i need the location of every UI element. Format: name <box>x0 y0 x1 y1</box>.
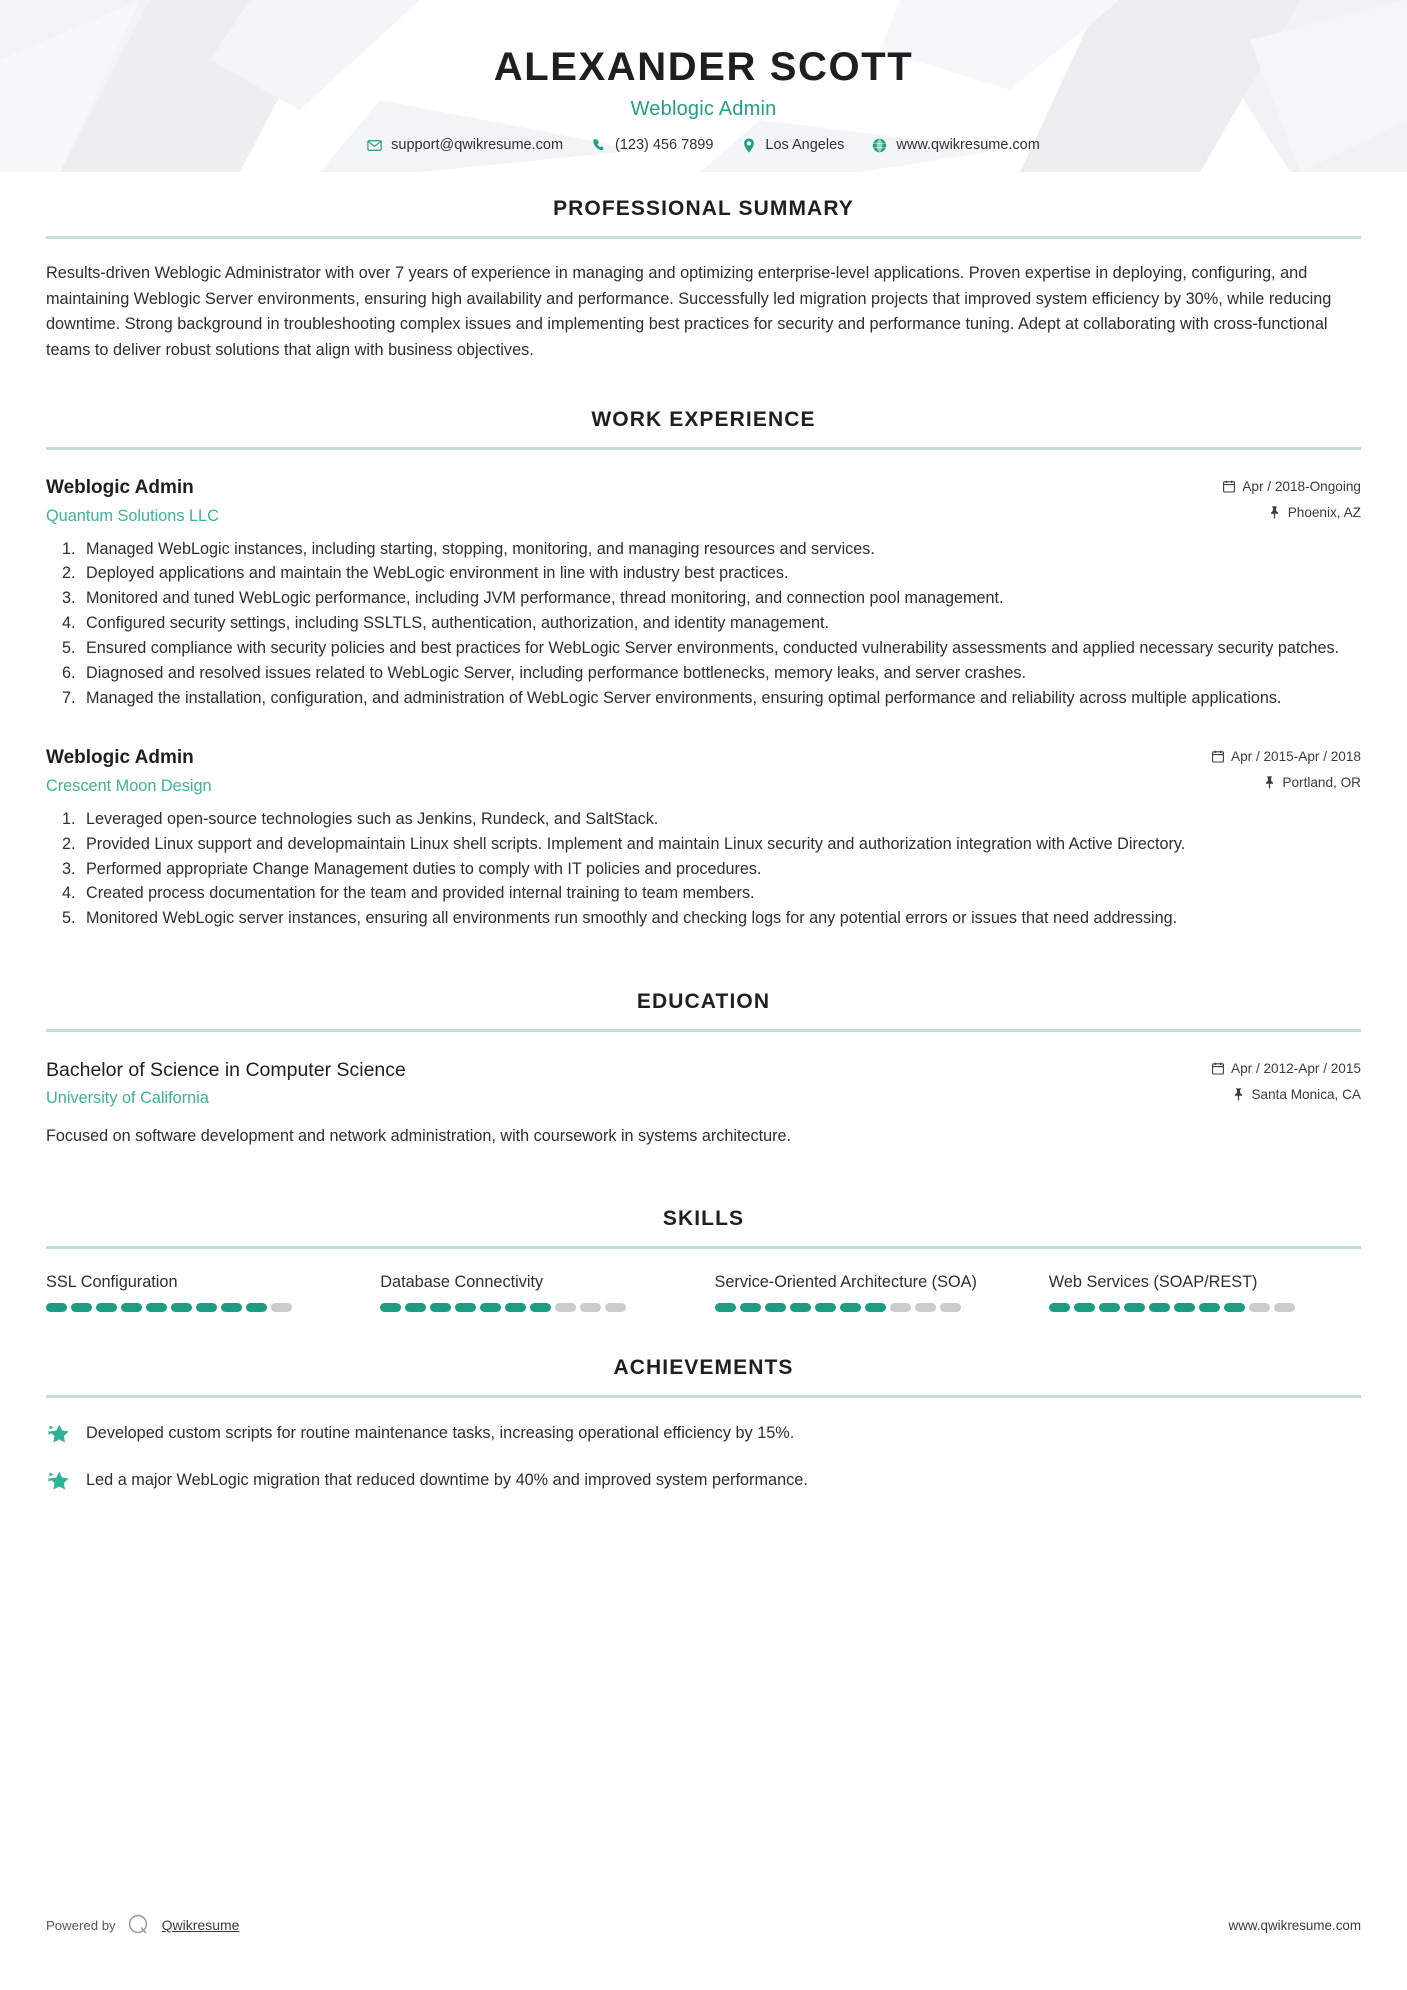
contact-email-text: support@qwikresume.com <box>391 137 564 153</box>
section-divider <box>46 1246 1361 1249</box>
skill-pip <box>865 1303 886 1312</box>
list-item: 5. Ensured compliance with security policies and best practices for WebLogic Server environments, conducted vulnerability assessments and applied necessary security patches. <box>80 637 1361 661</box>
section-skills <box>0 1207 1407 1312</box>
skill-pip <box>915 1303 936 1312</box>
education-dates-text: Apr / 2012-Apr / 2015 <box>1231 1061 1361 1077</box>
skill-pip <box>171 1303 192 1312</box>
education-location-text: Santa Monica, CA <box>1251 1087 1361 1103</box>
skill-level-meter <box>1049 1303 1361 1312</box>
skill-item <box>380 1271 692 1312</box>
list-item: 7. Managed the installation, configuration, and administration of WebLogic Server environments, ensuring optimal performance and reliability across multiple applications. <box>80 687 1361 711</box>
achievement-text: Led a major WebLogic migration that reduced downtime by 40% and improved system performance. <box>86 1470 808 1489</box>
experience-company: Crescent Moon Design <box>46 777 212 795</box>
education-institution: University of California <box>46 1089 209 1108</box>
skill-pip <box>96 1303 117 1312</box>
skill-pip <box>1224 1303 1245 1312</box>
experience-location <box>1223 505 1361 520</box>
skill-pip <box>1124 1303 1145 1312</box>
experience-bullet-list <box>46 808 1361 931</box>
skills-grid <box>46 1271 1361 1312</box>
list-item: 3. Performed appropriate Change Management duties to comply with IT policies and procedures. <box>80 858 1361 882</box>
calendar-icon <box>1223 480 1235 493</box>
skill-pip <box>715 1303 736 1312</box>
skill-level-meter <box>380 1303 692 1312</box>
skill-level-meter <box>46 1303 358 1312</box>
phone-icon <box>591 138 606 153</box>
skill-pip <box>530 1303 551 1312</box>
skill-item <box>46 1271 358 1312</box>
skill-pip <box>380 1303 401 1312</box>
skill-pip <box>605 1303 626 1312</box>
section-work-experience <box>0 408 1407 931</box>
skill-pip <box>740 1303 761 1312</box>
experience-dates-text: Apr / 2018-Ongoing <box>1242 478 1361 494</box>
list-item: 1. Managed WebLogic instances, including starting, stopping, monitoring, and managing resources and services. <box>80 538 1361 562</box>
section-achievements <box>0 1356 1407 1494</box>
skill-pip <box>1049 1303 1070 1312</box>
skill-pip <box>146 1303 167 1312</box>
skill-pip <box>246 1303 267 1312</box>
experience-location-text: Portland, OR <box>1282 775 1361 791</box>
skill-level-meter <box>715 1303 1027 1312</box>
skill-pip <box>555 1303 576 1312</box>
experience-job-title: Weblogic Admin <box>46 747 194 769</box>
skill-pip <box>505 1303 526 1312</box>
star-icon <box>46 1468 72 1494</box>
powered-by-block <box>46 1912 239 1938</box>
list-item: 6. Diagnosed and resolved issues related to WebLogic Server, including performance bottlenecks, memory leaks, and server crashes. <box>80 662 1361 686</box>
skill-pip <box>46 1303 67 1312</box>
section-education <box>0 990 1407 1149</box>
skill-pip <box>1149 1303 1170 1312</box>
skill-label: SSL Configuration <box>46 1272 178 1291</box>
contact-location-text: Los Angeles <box>765 137 845 153</box>
experience-entry-header <box>46 746 1361 796</box>
skill-pip <box>765 1303 786 1312</box>
skill-label: Database Connectivity <box>380 1272 544 1291</box>
skill-pip <box>580 1303 601 1312</box>
skill-pip <box>121 1303 142 1312</box>
star-icon <box>46 1421 72 1447</box>
footer-website-url: www.qwikresume.com <box>1228 1917 1361 1933</box>
experience-entry <box>46 746 1361 931</box>
skill-pip <box>1274 1303 1295 1312</box>
pushpin-icon <box>1269 506 1281 519</box>
section-divider <box>46 236 1361 239</box>
calendar-icon <box>1212 1062 1224 1075</box>
contact-phone-text: (123) 456 7899 <box>615 137 714 153</box>
list-item: 2. Provided Linux support and developmaintain Linux shell scripts. Implement and maintain Linux security and authorization integration with Active Directory. <box>80 833 1361 857</box>
experience-dates <box>1223 479 1361 494</box>
qwikresume-link[interactable]: Qwikresume <box>161 1917 240 1933</box>
list-item: 3. Monitored and tuned WebLogic performance, including JVM performance, thread monitoring, and connection pool management. <box>80 587 1361 611</box>
experience-entry <box>46 476 1361 710</box>
section-divider <box>46 1029 1361 1032</box>
section-title-achievements: ACHIEVEMENTS <box>613 1355 794 1379</box>
summary-paragraph: Results-driven Weblogic Administrator with over 7 years of experience in managing and optimizing enterprise-level applications. Proven expertise in deploying, configuring, and maintaining Weblogic Server environments, ensuring high availability and performance. Successfully led migration projects that improved system efficiency by 30%, while reducing downtime. Strong background in troubleshooting complex issues and implementing best practices for security and performance tuning. Adept at collaborating with cross-functional teams to deliver robust solutions that align with business objectives. <box>46 264 1332 360</box>
map-pin-icon <box>741 138 756 153</box>
achievement-item <box>46 1467 1361 1494</box>
resume-header <box>0 0 1407 153</box>
experience-job-title: Weblogic Admin <box>46 476 194 498</box>
achievement-text: Developed custom scripts for routine maintenance tasks, increasing operational efficiency by 15%. <box>86 1423 795 1442</box>
skill-pip <box>221 1303 242 1312</box>
skill-item <box>1049 1271 1361 1312</box>
section-divider <box>46 1395 1361 1398</box>
list-item: 4. Created process documentation for the team and provided internal training to team members. <box>80 882 1361 906</box>
skill-item <box>715 1271 1027 1312</box>
contact-location[interactable] <box>727 137 858 153</box>
skill-pip <box>455 1303 476 1312</box>
list-item: 1. Leveraged open-source technologies such as Jenkins, Rundeck, and SaltStack. <box>80 808 1361 832</box>
section-title-skills: SKILLS <box>662 1206 745 1230</box>
page-footer <box>46 1912 1361 1938</box>
education-degree: Bachelor of Science in Computer Science <box>46 1059 406 1082</box>
experience-dates <box>1212 749 1361 764</box>
skill-pip <box>480 1303 501 1312</box>
page-title: ALEXANDER SCOTT <box>493 45 914 89</box>
education-entry-header <box>46 1058 1361 1108</box>
skill-pip <box>430 1303 451 1312</box>
skill-pip <box>790 1303 811 1312</box>
experience-entry-header <box>46 476 1361 526</box>
section-professional-summary <box>0 197 1407 364</box>
experience-dates-text: Apr / 2015-Apr / 2018 <box>1231 749 1361 765</box>
globe-icon <box>872 138 887 153</box>
list-item: 5. Monitored WebLogic server instances, ensuring all environments run smoothly and checking logs for any potential errors or issues that need addressing. <box>80 907 1361 931</box>
education-description: Focused on software development and network administration, with coursework in systems architecture. <box>46 1127 791 1146</box>
achievement-item <box>46 1420 1361 1447</box>
skill-pip <box>840 1303 861 1312</box>
contact-website[interactable] <box>858 137 1053 153</box>
calendar-icon <box>1212 750 1224 763</box>
envelope-icon <box>367 138 382 153</box>
section-title-summary: PROFESSIONAL SUMMARY <box>553 197 854 220</box>
experience-location-text: Phoenix, AZ <box>1287 504 1361 520</box>
contact-bar <box>0 137 1407 153</box>
skill-pip <box>940 1303 961 1312</box>
achievements-list <box>46 1420 1361 1494</box>
skill-pip <box>1174 1303 1195 1312</box>
list-item: 2. Deployed applications and maintain the WebLogic environment in line with industry best practices. <box>80 562 1361 586</box>
skill-label: Web Services (SOAP/REST) <box>1048 1272 1258 1291</box>
skill-pip <box>71 1303 92 1312</box>
pushpin-icon <box>1232 1088 1244 1101</box>
powered-by-label: Powered by <box>46 1917 116 1933</box>
skill-pip <box>1199 1303 1220 1312</box>
skill-pip <box>196 1303 217 1312</box>
skill-pip <box>1249 1303 1270 1312</box>
contact-email[interactable] <box>353 137 577 153</box>
job-role-subtitle: Weblogic Admin <box>630 98 777 120</box>
skill-pip <box>405 1303 426 1312</box>
skill-pip <box>1074 1303 1095 1312</box>
section-title-education: EDUCATION <box>636 990 771 1014</box>
skill-label: Service-Oriented Architecture (SOA) <box>714 1272 977 1291</box>
experience-company: Quantum Solutions LLC <box>46 506 219 525</box>
education-entry <box>46 1058 1361 1149</box>
section-title-experience: WORK EXPERIENCE <box>591 407 816 431</box>
pushpin-icon <box>1263 776 1275 789</box>
section-divider <box>46 447 1361 450</box>
skill-pip <box>890 1303 911 1312</box>
education-location <box>1212 1087 1361 1102</box>
skill-pip <box>271 1303 292 1312</box>
list-item: 4. Configured security settings, including SSLTLS, authentication, authorization, and identity management. <box>80 612 1361 636</box>
qwikresume-logo-icon <box>126 1912 152 1938</box>
contact-website-text: www.qwikresume.com <box>896 137 1040 153</box>
skill-pip <box>815 1303 836 1312</box>
experience-location <box>1212 775 1361 790</box>
education-dates <box>1212 1061 1361 1076</box>
contact-phone[interactable] <box>577 137 727 153</box>
skill-pip <box>1099 1303 1120 1312</box>
experience-bullet-list <box>46 538 1361 711</box>
